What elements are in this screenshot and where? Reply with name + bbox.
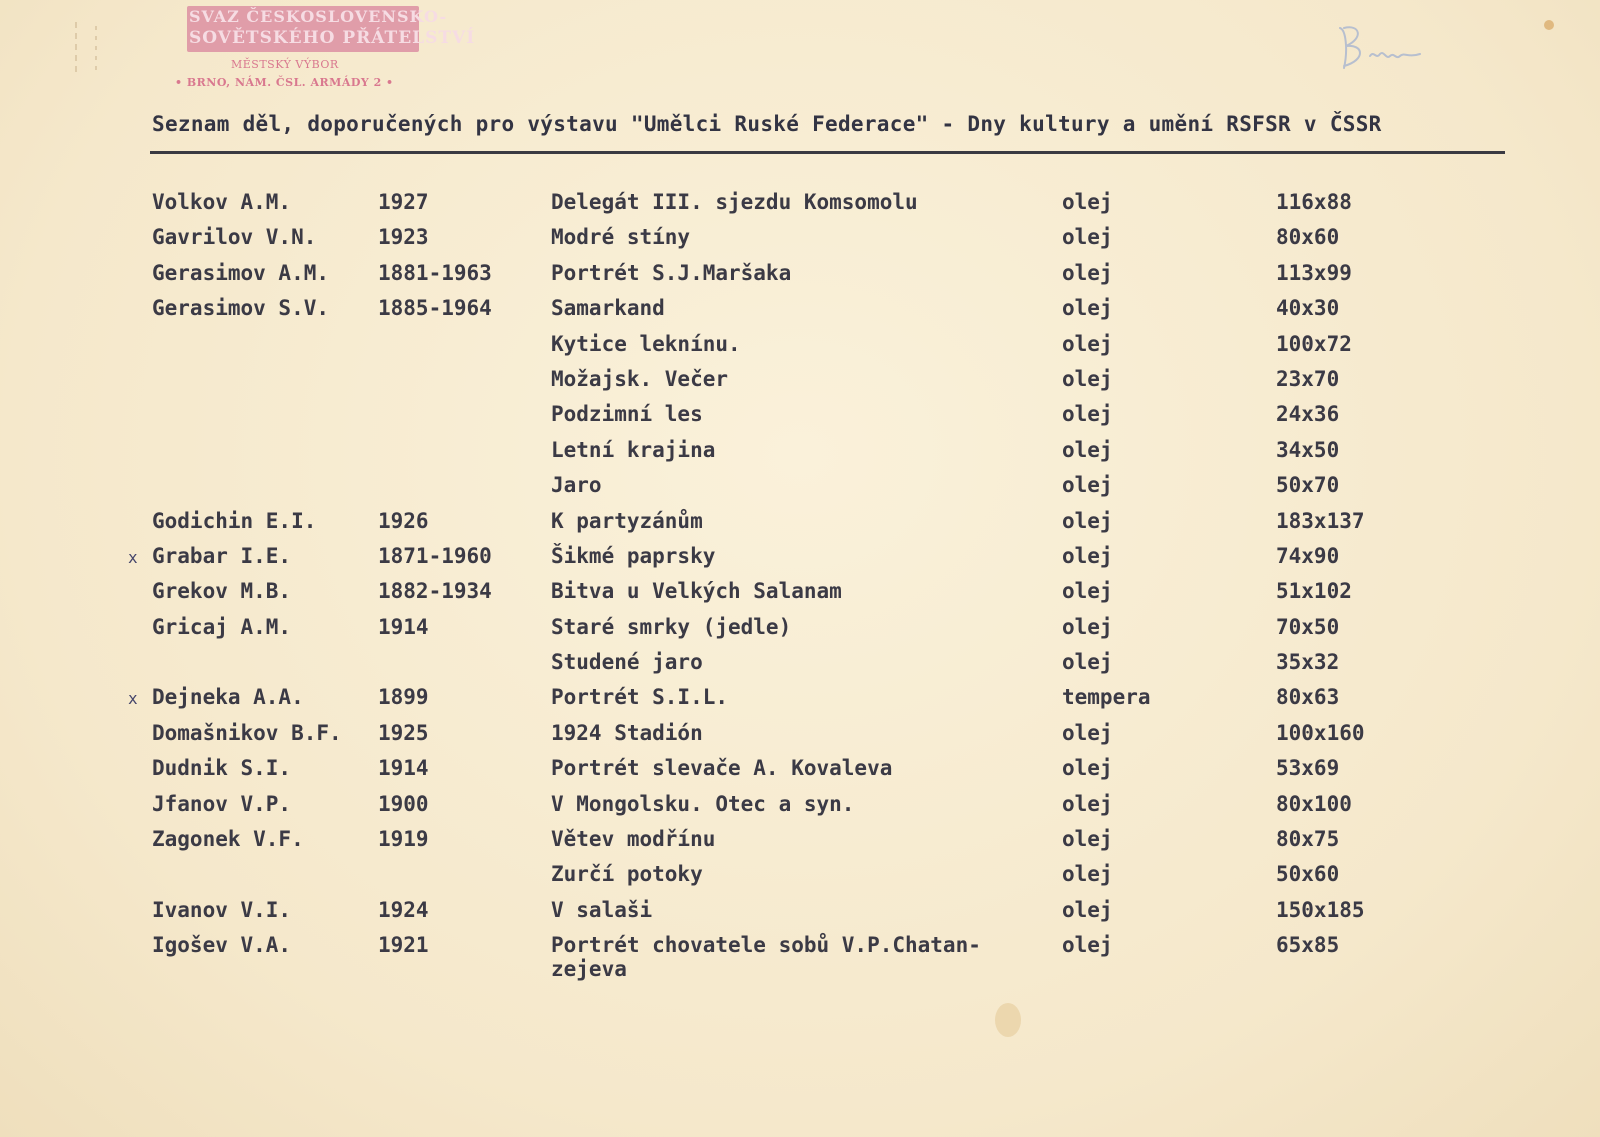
table-row	[0, 473, 1600, 508]
table-row	[0, 650, 1600, 685]
size-cell: 34x50	[1276, 437, 1340, 462]
medium-cell: olej	[1062, 650, 1113, 675]
work-title-cell: Portrét slevače A. Kovaleva	[551, 756, 893, 781]
artist-cell: Gerasimov S.V.	[152, 296, 330, 321]
size-cell: 116x88	[1276, 190, 1352, 214]
work-title-cell: Větev modřínu	[551, 827, 716, 852]
size-cell: 53x69	[1276, 756, 1340, 781]
medium-cell: olej	[1062, 331, 1113, 356]
work-title-cell: Zurčí potoky	[551, 862, 703, 887]
margin-marks	[70, 20, 110, 80]
years-cell: 1882-1934	[378, 579, 492, 604]
size-cell: 65x85	[1276, 933, 1340, 958]
size-cell: 100x72	[1276, 331, 1352, 356]
medium-cell: olej	[1062, 579, 1113, 604]
check-mark: x	[128, 547, 138, 567]
years-cell: 1881-1963	[378, 260, 492, 285]
organization-stamp	[175, 2, 476, 97]
size-cell: 24x36	[1276, 402, 1340, 427]
stamp-line-3: MĚSTSKÝ VÝBOR	[231, 58, 339, 71]
years-cell: 1925	[378, 720, 429, 745]
artist-cell: Gerasimov A.M.	[152, 260, 330, 285]
table-row	[0, 332, 1600, 367]
years-cell: 1885-1964	[378, 296, 492, 321]
artist-cell: Jfanov V.P.	[152, 791, 292, 816]
work-title-cell: Samarkand	[551, 296, 665, 321]
artist-cell: Godichin E.I.	[152, 508, 317, 533]
artist-cell: Gavrilov V.N.	[152, 225, 317, 250]
years-cell: 1914	[378, 614, 429, 639]
size-cell: 183x137	[1276, 508, 1365, 533]
medium-cell: olej	[1062, 862, 1113, 887]
table-row	[0, 261, 1600, 296]
table-row	[0, 544, 1600, 579]
medium-cell: olej	[1062, 756, 1113, 781]
table-row	[0, 367, 1600, 402]
table-row	[0, 402, 1600, 437]
years-cell: 1919	[378, 827, 429, 852]
size-cell: 23x70	[1276, 366, 1340, 391]
size-cell: 70x50	[1276, 614, 1340, 639]
medium-cell: olej	[1062, 508, 1113, 533]
artist-cell: Ivanov V.I.	[152, 897, 292, 922]
title-underline	[150, 151, 1505, 154]
paper-stain-dot	[1544, 20, 1554, 30]
table-row	[0, 438, 1600, 473]
medium-cell: olej	[1062, 543, 1113, 568]
stamp-line-2: SOVĚTSKÉHO PŘÁTELSTVÍ	[189, 28, 476, 48]
work-title-cell: V salaši	[551, 897, 653, 922]
medium-cell: olej	[1062, 720, 1113, 745]
medium-cell: olej	[1062, 791, 1113, 816]
work-title-cell: Portrét S.I.L.	[551, 685, 729, 710]
table-row	[0, 190, 1600, 225]
years-cell: 1900	[378, 791, 429, 816]
work-title-cell: Podzimní les	[551, 402, 703, 427]
size-cell: 100x160	[1276, 720, 1365, 745]
size-cell: 40x30	[1276, 296, 1340, 321]
work-title-cell: K partyzánům	[551, 508, 703, 533]
artist-cell: Volkov A.M.	[152, 190, 292, 214]
work-title-cell: Jaro	[551, 473, 602, 498]
table-row	[0, 685, 1600, 720]
artist-cell: Zagonek V.F.	[152, 827, 304, 852]
paper-stain	[995, 1003, 1021, 1037]
work-title-cell: Bitva u Velkých Salanam	[551, 579, 842, 604]
years-cell: 1926	[378, 508, 429, 533]
document-title: Seznam děl, doporučených pro výstavu "Umělci Ruské Federace" - Dny kultury a umění RSFSR v ČSSR	[152, 112, 1382, 136]
table-row	[0, 615, 1600, 650]
medium-cell: olej	[1062, 614, 1113, 639]
years-cell: 1921	[378, 933, 429, 958]
artist-cell: Domašnikov B.F.	[152, 720, 342, 745]
size-cell: 35x32	[1276, 650, 1340, 675]
check-mark: x	[128, 689, 138, 709]
work-title-cell: Staré smrky (jedle)	[551, 614, 792, 639]
table-row	[0, 579, 1600, 614]
years-cell: 1871-1960	[378, 543, 492, 568]
artworks-table	[0, 190, 1600, 985]
size-cell: 74x90	[1276, 543, 1340, 568]
artist-cell: Grabar I.E.	[152, 543, 292, 568]
years-cell: 1914	[378, 756, 429, 781]
table-row	[0, 862, 1600, 897]
table-row	[0, 296, 1600, 331]
work-title-cell: Studené jaro	[551, 650, 703, 675]
medium-cell: olej	[1062, 366, 1113, 391]
years-cell: 1899	[378, 685, 429, 710]
work-title-cell: Letní krajina	[551, 437, 716, 462]
work-title-cell: Portrét S.J.Maršaka	[551, 260, 792, 285]
size-cell: 80x60	[1276, 225, 1340, 250]
years-cell: 1923	[378, 225, 429, 250]
size-cell: 80x63	[1276, 685, 1340, 710]
table-row	[0, 933, 1600, 985]
work-title-cell: 1924 Stadión	[551, 720, 703, 745]
table-row	[0, 756, 1600, 791]
medium-cell: olej	[1062, 402, 1113, 427]
medium-cell: olej	[1062, 933, 1113, 958]
table-row	[0, 225, 1600, 260]
handwritten-signature	[1330, 20, 1440, 80]
artist-cell: Gricaj A.M.	[152, 614, 292, 639]
work-title-cell: Šikmé paprsky	[551, 543, 716, 568]
table-row	[0, 898, 1600, 933]
medium-cell: olej	[1062, 260, 1113, 285]
size-cell: 51x102	[1276, 579, 1352, 604]
stamp-line-4: • BRNO, NÁM. ČSL. ARMÁDY 2 •	[175, 76, 394, 89]
size-cell: 50x70	[1276, 473, 1340, 498]
medium-cell: olej	[1062, 897, 1113, 922]
table-row	[0, 827, 1600, 862]
artist-cell: Grekov M.B.	[152, 579, 292, 604]
size-cell: 150x185	[1276, 897, 1365, 922]
medium-cell: olej	[1062, 473, 1113, 498]
stamp-line-1: SVAZ ČESKOSLOVENSKO-	[189, 7, 448, 26]
size-cell: 113x99	[1276, 260, 1352, 285]
size-cell: 80x100	[1276, 791, 1352, 816]
work-title-cell: Modré stíny	[551, 225, 691, 250]
work-title-cell: Možajsk. Večer	[551, 366, 729, 391]
table-row	[0, 509, 1600, 544]
artist-cell: Dejneka A.A.	[152, 685, 304, 710]
medium-cell: olej	[1062, 296, 1113, 321]
table-row	[0, 721, 1600, 756]
size-cell: 50x60	[1276, 862, 1340, 887]
medium-cell: tempera	[1062, 685, 1151, 710]
work-title-cell: Kytice leknínu.	[551, 331, 741, 356]
medium-cell: olej	[1062, 437, 1113, 462]
years-cell: 1927	[378, 190, 429, 214]
size-cell: 80x75	[1276, 827, 1340, 852]
work-title-cell: V Mongolsku. Otec a syn.	[551, 791, 855, 816]
artist-cell: Igošev V.A.	[152, 933, 292, 958]
work-title-cell: Delegát III. sjezdu Komsomolu	[551, 190, 918, 214]
work-title-cell: Portrét chovatele sobů V.P.Chatan-zejeva	[551, 933, 981, 982]
table-row	[0, 792, 1600, 827]
medium-cell: olej	[1062, 827, 1113, 852]
artist-cell: Dudnik S.I.	[152, 756, 292, 781]
medium-cell: olej	[1062, 190, 1113, 214]
medium-cell: olej	[1062, 225, 1113, 250]
years-cell: 1924	[378, 897, 429, 922]
